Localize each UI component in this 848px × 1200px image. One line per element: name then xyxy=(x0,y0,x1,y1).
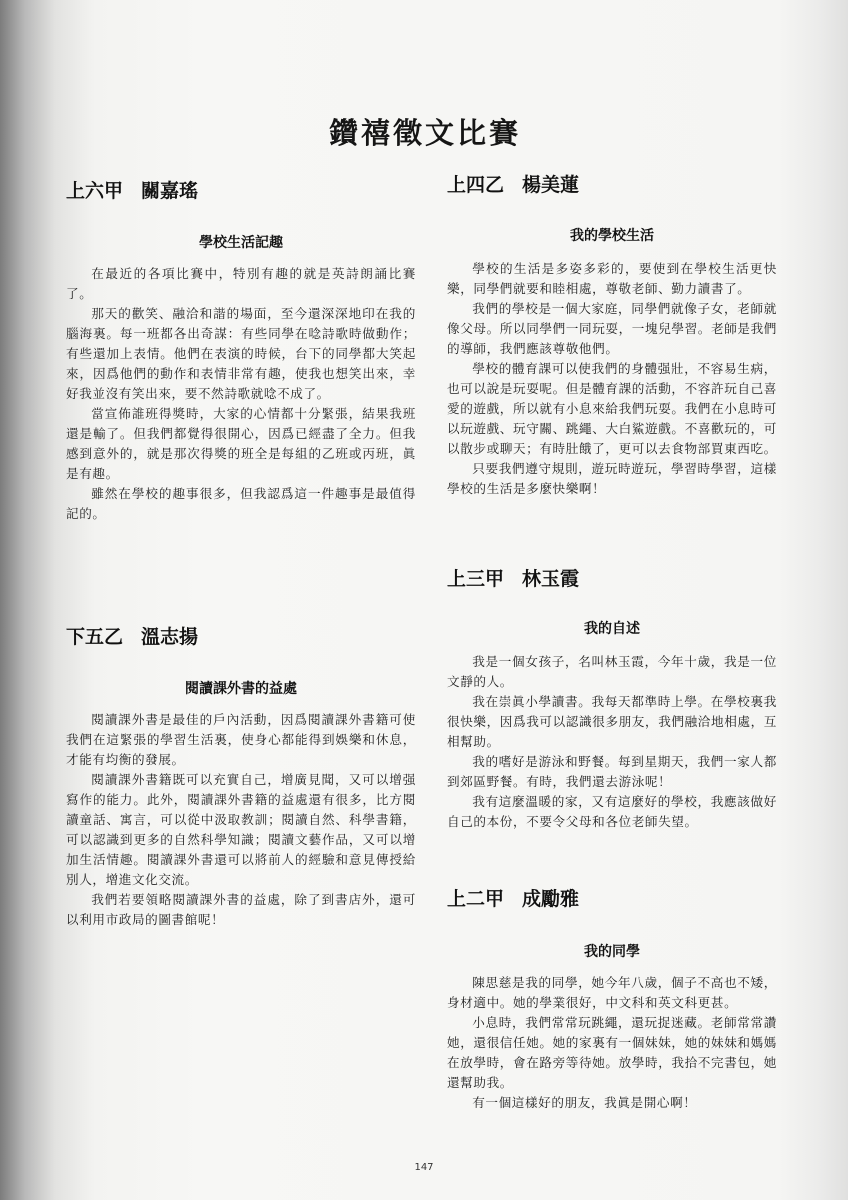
essay-paragraph: 閱讀課外書是最佳的戶內活動，因爲閱讀課外書籍可使我們在這緊張的學習生活裏，使身心都能得到娛樂和休息，才能有均衡的發展。 xyxy=(66,712,416,767)
essay-paragraph: 我是一個女孩子，名叫林玉霞，今年十歲，我是一位文靜的人。 xyxy=(447,654,777,689)
right-column xyxy=(447,0,777,1150)
author-heading xyxy=(447,564,777,591)
essay-paragraph: 我的嗜好是游泳和野餐。每到星期天，我們一家人都到郊區野餐。有時，我們還去游泳呢！ xyxy=(447,754,777,789)
essay-paragraph: 那天的歡笑、融洽和諧的場面，至今還深深地印在我的腦海裏。每一班都各出奇謀：有些同學在唸詩歌時做動作；有些還加上表情。他們在表演的時候，台下的同學都大笑起來，因爲他們的動作和表情非常有趣，使我也想笑出來，幸好我並沒有笑出來，要不然詩歌就唸不成了。 xyxy=(66,306,416,401)
essay-paragraph: 雖然在學校的趣事很多，但我認爲這一件趣事是最值得記的。 xyxy=(66,486,416,521)
left-column xyxy=(66,0,416,1150)
essay-paragraph: 我們的學校是一個大家庭，同學們就像子女，老師就像父母。所以同學們一同玩耍，一塊兒學習。老師是我們的導師，我們應該尊敬他們。 xyxy=(447,301,777,356)
author-name: 溫志揚 xyxy=(141,626,199,648)
essay-title: 學校生活記趣 xyxy=(199,235,283,251)
author-name: 成勵雅 xyxy=(522,888,580,910)
class-name: 上三甲 xyxy=(447,568,505,590)
essay-paragraph: 我在崇眞小學讀書。我每天都準時上學。在學校裏我很快樂，因爲我可以認識很多朋友，我們融洽地相處，互相幫助。 xyxy=(447,694,777,749)
page-number: 147 xyxy=(414,1162,434,1173)
essay-title: 我的同學 xyxy=(584,944,640,960)
essay-paragraph: 陳思慈是我的同學，她今年八歲，個子不高也不矮，身材適中。她的學業很好，中文科和英文科更甚。 xyxy=(447,975,777,1010)
author-name: 楊美蓮 xyxy=(522,174,580,196)
essay-paragraph: 閱讀課外書籍既可以充實自己，增廣見聞，又可以增强寫作的能力。此外，閱讀課外書籍的益處還有很多，比方閱讀童話、寓言，可以從中汲取教訓；閱讀自然、科學書籍，可以認識到更多的自然科學知識；閱讀文藝作品，又可以增加生活情趣。閱讀課外書還可以將前人的經驗和意見傳授給別人，增進文化交流。 xyxy=(66,772,416,887)
class-name: 上六甲 xyxy=(66,180,124,202)
essay-entry xyxy=(447,884,777,1113)
page-title: 鑽禧徵文比賽 xyxy=(328,116,521,151)
class-name: 下五乙 xyxy=(66,626,124,648)
author-heading xyxy=(447,170,777,197)
essay-title: 我的學校生活 xyxy=(570,228,654,244)
essay-entry xyxy=(447,564,777,832)
author-heading xyxy=(447,884,777,911)
author-heading xyxy=(66,176,416,203)
essay-entry xyxy=(447,170,777,499)
essay-entry xyxy=(66,176,416,524)
essay-entry xyxy=(66,622,416,930)
author-name: 關嘉瑤 xyxy=(141,180,199,202)
essay-title: 我的自述 xyxy=(584,621,640,637)
essay-paragraph: 在最近的各項比賽中，特別有趣的就是英詩朗誦比賽了。 xyxy=(66,266,416,301)
essay-paragraph: 學校的體育課可以使我們的身體强壯，不容易生病，也可以說是玩耍呢。但是體育課的活動，不容許玩自己喜愛的遊戲，所以就有小息來給我們玩耍。我們在小息時可以玩遊戲、玩守關、跳繩、大白鯊遊戲。不喜歡玩的，可以散步或聊天；有時肚餓了，更可以去食物部買東西吃。 xyxy=(447,361,777,456)
essay-paragraph: 小息時，我們常常玩跳繩，還玩捉迷藏。老師常常讚她，還很信任她。她的家裏有一個妹妹，她的妹妹和媽媽在放學時，會在路旁等待她。放學時，我拾不完書包，她還幫助我。 xyxy=(447,1015,777,1090)
essay-paragraph: 只要我們遵守規則，遊玩時遊玩，學習時學習，這樣學校的生活是多麼快樂啊！ xyxy=(447,461,777,496)
essay-paragraph: 學校的生活是多姿多彩的，要使到在學校生活更快樂，同學們就要和睦相處，尊敬老師、勤力讀書了。 xyxy=(447,261,777,296)
essay-title: 閱讀課外書的益處 xyxy=(185,681,297,697)
author-name: 林玉霞 xyxy=(522,568,580,590)
essay-paragraph: 我們若要領略閱讀課外書的益處，除了到書店外，還可以利用市政局的圖書館呢！ xyxy=(66,892,416,927)
essay-paragraph: 有一個這樣好的朋友，我眞是開心啊！ xyxy=(472,1095,697,1110)
author-heading xyxy=(66,622,416,649)
class-name: 上二甲 xyxy=(447,888,505,910)
class-name: 上四乙 xyxy=(447,174,505,196)
essay-paragraph: 當宣佈誰班得獎時，大家的心情都十分緊張，結果我班還是輸了。但我們都覺得很開心，因爲已經盡了全力。但我感到意外的，就是那次得獎的班全是每組的乙班或丙班，眞是有趣。 xyxy=(66,406,416,481)
essay-paragraph: 我有這麼溫暖的家，又有這麼好的學校，我應該做好自己的本份，不要令父母和各位老師失望。 xyxy=(447,794,777,829)
